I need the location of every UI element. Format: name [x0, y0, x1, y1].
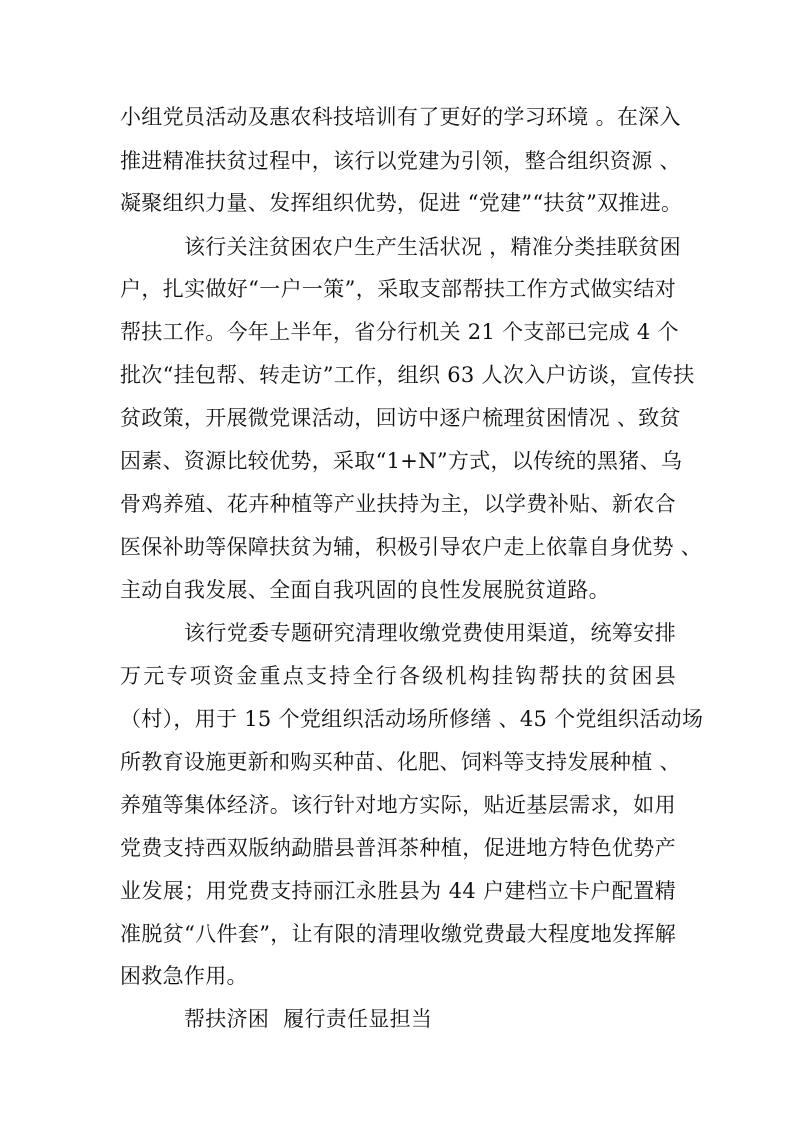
- paragraph-line: 小组党员活动及惠农科技培训有了更好的学习环境 。在深入: [120, 105, 681, 129]
- paragraph-line: 万元专项资金重点支持全行各级机构挂钩帮扶的贫困县: [120, 664, 676, 688]
- paragraph-line: 凝聚组织力量、发挥组织优势，促进 “党建”“扶贫”双推进。: [120, 191, 683, 215]
- paragraph-line: 医保补助等保障扶贫为辅，积极引导农户走上依靠自身优势 、: [120, 535, 703, 559]
- paragraph-line: （村），用于 15 个党组织活动场所修缮 、45 个党组织活动场: [120, 707, 704, 731]
- paragraph-first-line: 该行党委专题研究清理收缴党费使用渠道，统筹安排: [184, 621, 676, 645]
- paragraph-first-line: 该行关注贫困农户生产生活状况 ，精准分类挂联贫困: [184, 235, 681, 259]
- section-heading: 帮扶济困 履行责任显担当: [184, 1007, 433, 1031]
- paragraph-line: 推进精准扶贫过程中，该行以党建为引领，整合组织资源 、: [120, 149, 681, 173]
- paragraph-line: 因素、资源比较优势，采取“1+N”方式，以传统的黑猪、乌: [120, 449, 683, 473]
- paragraph-line: 主动自我发展、全面自我巩固的良性发展脱贫道路。: [120, 578, 610, 602]
- paragraph-line: 养殖等集体经济。该行针对地方实际，贴近基层需求，如用: [120, 793, 676, 817]
- paragraph-line: 所教育设施更新和购买种苗、化肥、饲料等支持发展种植 、: [120, 750, 681, 774]
- paragraph-line: 党费支持西双版纳勐腊县普洱茶种植，促进地方特色优势产: [120, 836, 676, 860]
- paragraph-line: 贫政策，开展微党课活动，回访中逐户梳理贫困情况 、致贫: [120, 406, 681, 430]
- paragraph-line: 户，扎实做好“一户一策”，采取支部帮扶工作方式做实结对: [120, 277, 676, 301]
- paragraph-line: 批次“挂包帮、转走访”工作，组织 63 人次入户访谈，宣传扶: [120, 363, 695, 387]
- paragraph-line: 业发展；用党费支持丽江永胜县为 44 户建档立卡户配置精: [120, 879, 676, 903]
- paragraph-line: 准脱贫“八件套”，让有限的清理收缴党费最大程度地发挥解: [120, 922, 676, 946]
- paragraph-line: 骨鸡养殖、花卉种植等产业扶持为主，以学费补贴、新农合: [120, 492, 676, 516]
- paragraph-line: 帮扶工作。今年上半年，省分行机关 21 个支部已完成 4 个: [120, 320, 679, 344]
- paragraph-line: 困救急作用。: [120, 964, 248, 988]
